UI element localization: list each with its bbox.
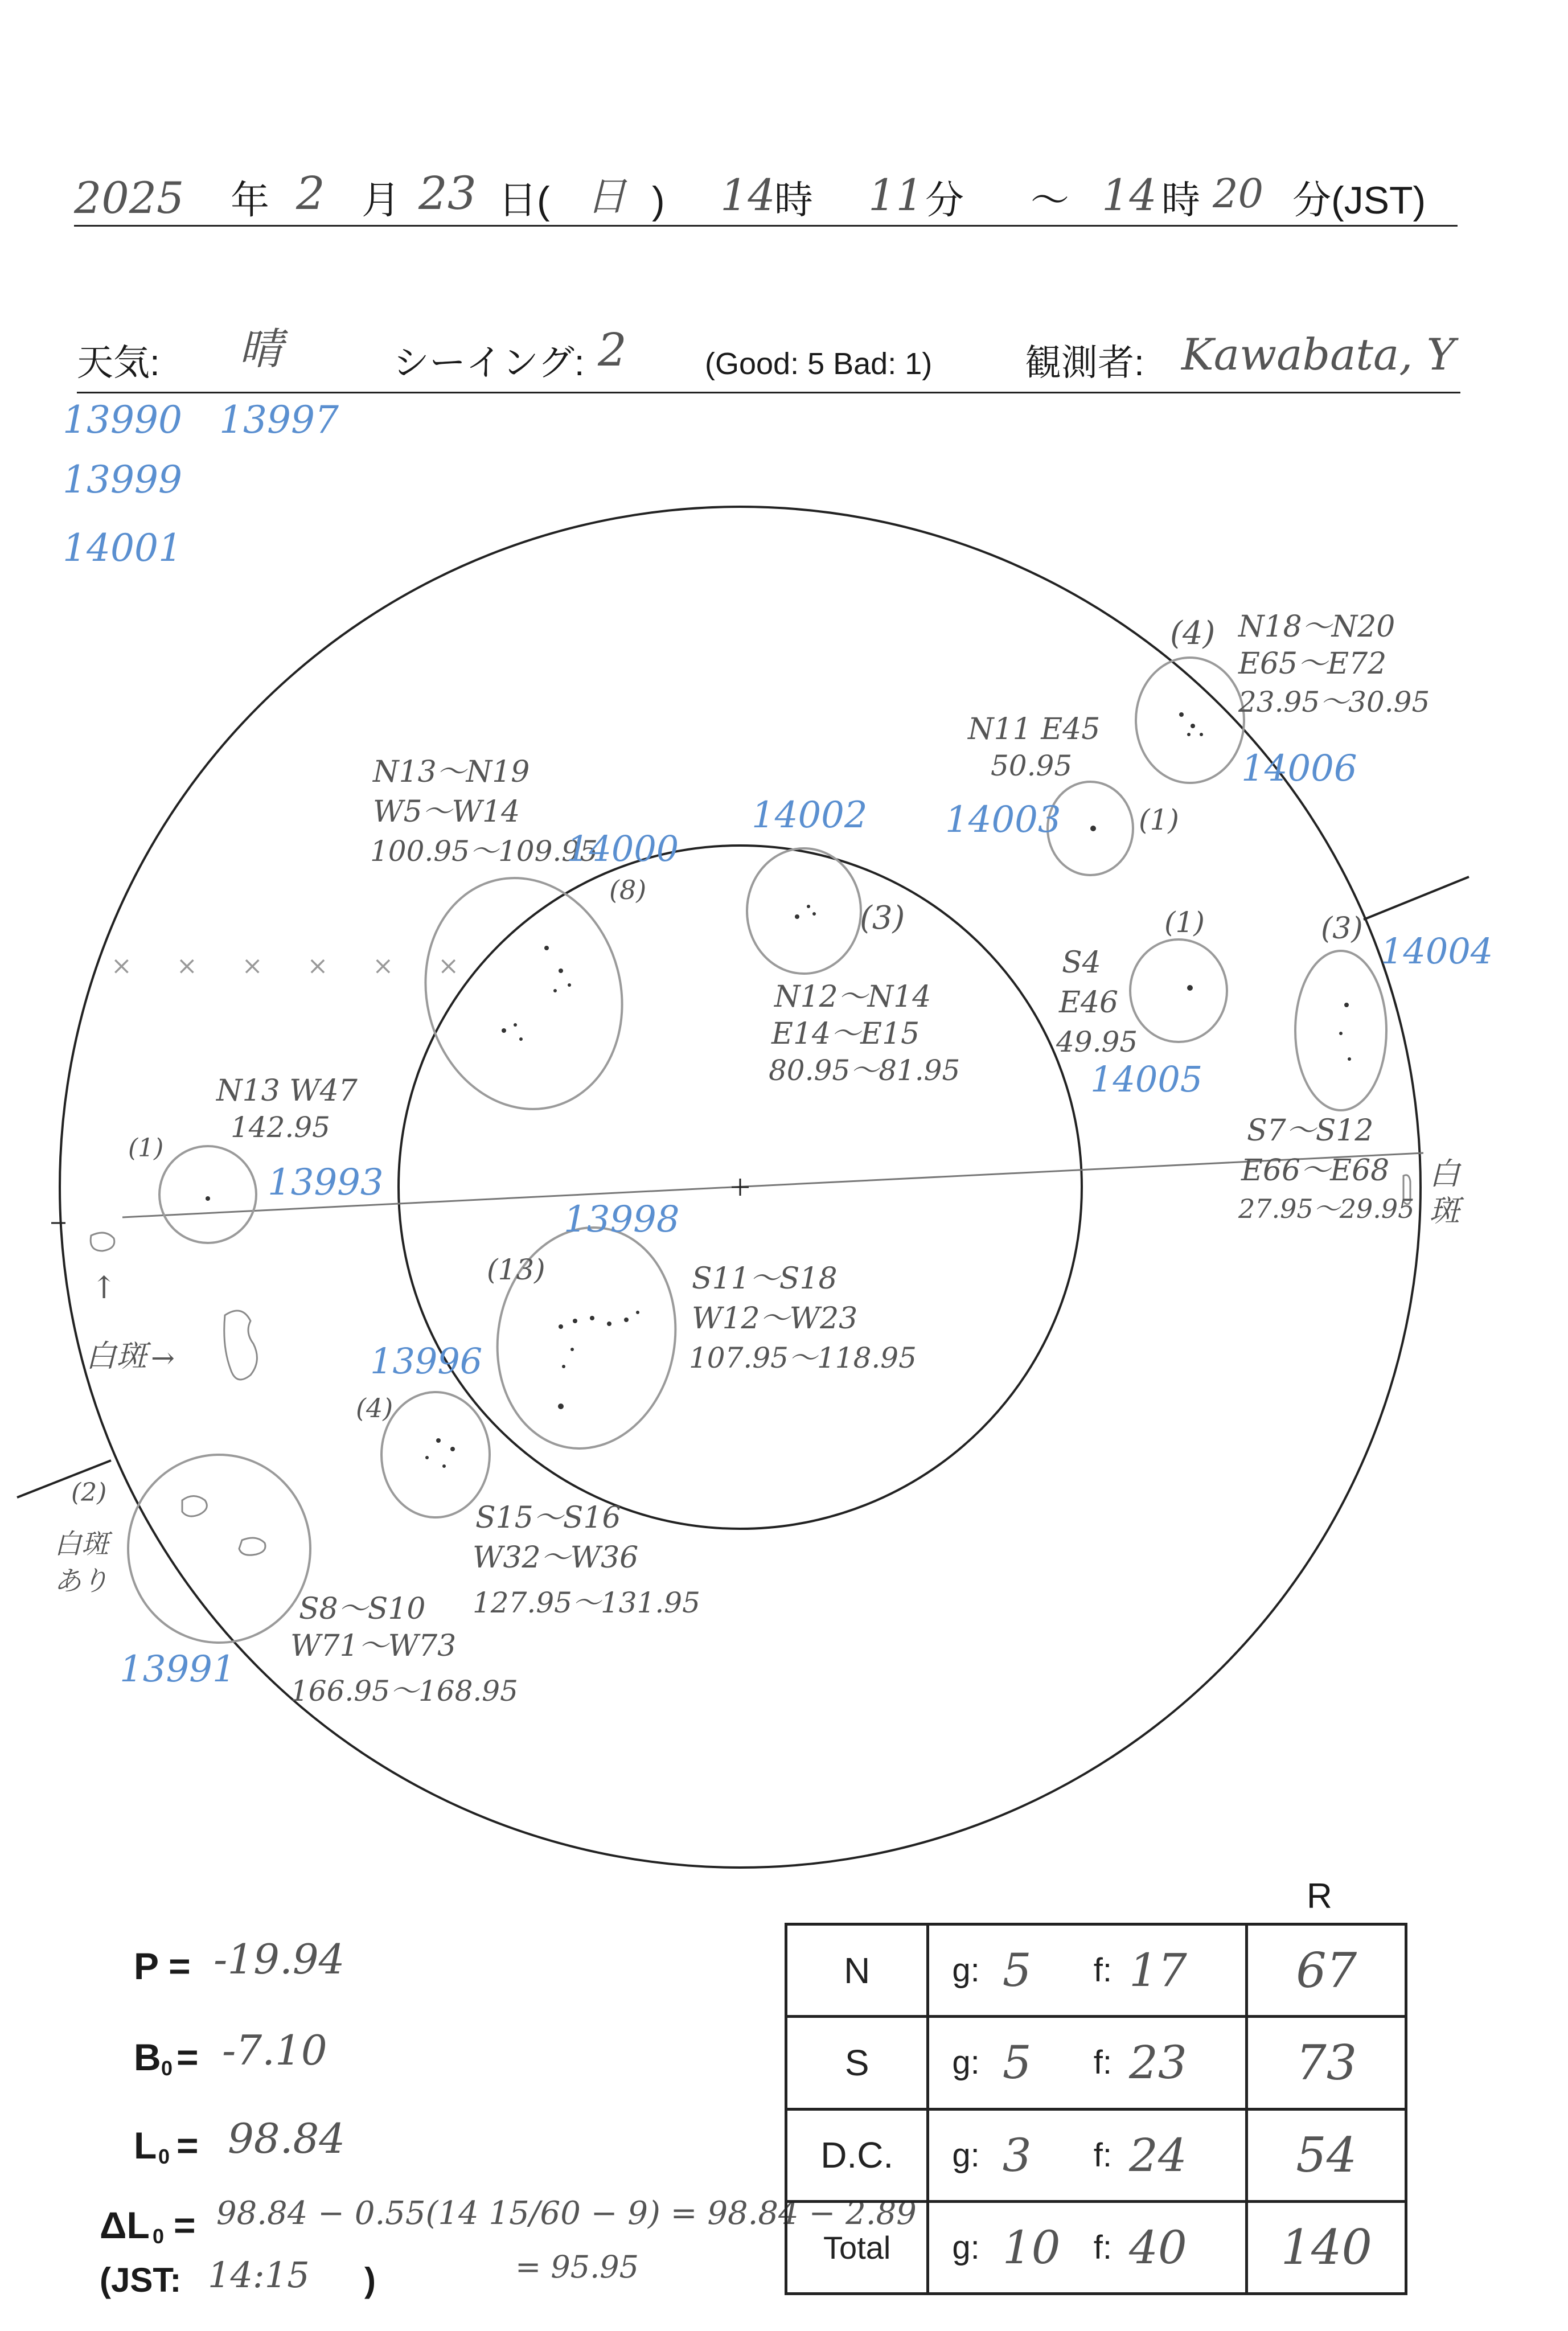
r-cell xyxy=(1247,2201,1406,2293)
region-number: 14006 xyxy=(1241,748,1357,790)
group-carrington-range: 107.95～118.95 xyxy=(689,1341,917,1374)
r-value: 140 xyxy=(1280,2219,1372,2276)
sunspot-group-outline-13991 xyxy=(128,1455,310,1643)
minute-label-1: 分 xyxy=(925,179,964,222)
p-angle-label: P = xyxy=(134,1945,191,1987)
axis-line-top-right xyxy=(1364,877,1469,920)
region-number: 14003 xyxy=(945,799,1061,841)
delta-l0-calculation: 98.84 − 0.55(14 15/60 − 9) = 98.84 − 2.89 xyxy=(216,2195,917,2232)
f-value: 17 xyxy=(1129,1944,1187,1997)
r-cell xyxy=(1247,2017,1406,2109)
r-column-header: R xyxy=(1307,1877,1332,1916)
p-angle-value: -19.94 xyxy=(214,1935,345,1983)
group-carrington-range: 80.95～81.95 xyxy=(769,1054,960,1087)
delta-l0-result: = 95.95 xyxy=(515,2249,639,2285)
end-hour: 14 xyxy=(1102,170,1157,220)
group-position: N11 E45 xyxy=(968,712,1101,746)
f-value: 40 xyxy=(1129,2221,1187,2274)
gf-cell xyxy=(928,1924,1247,2017)
group-latitude: S8～S10 xyxy=(299,1592,426,1626)
row-label: N xyxy=(786,1924,928,2017)
faculae-sketch-13991 xyxy=(182,1496,207,1517)
f-label: f: xyxy=(1093,2136,1113,2174)
gf-cell xyxy=(928,2201,1247,2293)
group-longitude: W5～W14 xyxy=(373,795,520,829)
sunspot-group-outline-14004 xyxy=(1295,951,1386,1110)
g-label: g: xyxy=(952,2229,980,2266)
group-latitude: S7～S12 xyxy=(1247,1114,1374,1148)
day-value: 23 xyxy=(418,167,477,220)
b0-label: B xyxy=(134,2036,161,2078)
region-number: 13991 xyxy=(120,1648,236,1690)
group-carrington-range: 166.95～168.95 xyxy=(290,1675,518,1708)
time-range-tilde: ～ xyxy=(1031,179,1070,222)
minute-label-2: 分(JST) xyxy=(1292,179,1426,222)
group-spot-count: (8) xyxy=(609,875,647,905)
hour-label-1: 時 xyxy=(774,179,814,222)
group-spot-count: (3) xyxy=(860,900,905,937)
row-label: D.C. xyxy=(786,2109,928,2201)
margin-region: 14001 xyxy=(63,526,182,570)
end-minute: 20 xyxy=(1213,170,1264,217)
l0-label: L xyxy=(134,2124,157,2166)
month-value: 2 xyxy=(296,167,325,220)
group-latitude: N18～N20 xyxy=(1238,610,1395,644)
r-value: 67 xyxy=(1296,1942,1357,1998)
weekday-value: 日 xyxy=(586,173,626,220)
region-number: 13996 xyxy=(370,1340,483,1382)
region-number: 14005 xyxy=(1090,1058,1203,1100)
group-spot-count: (13) xyxy=(487,1253,545,1286)
g-value: 3 xyxy=(1002,2128,1032,2182)
observer-signature: Kawabata, Y xyxy=(1181,329,1455,380)
group-carrington-range: 127.95～131.95 xyxy=(473,1586,700,1619)
group-longitude: W12～W23 xyxy=(692,1302,858,1336)
region-number: 13993 xyxy=(268,1162,384,1204)
g-value: 5 xyxy=(1002,1944,1032,1997)
margin-region: 13997 xyxy=(219,398,339,442)
group-spot-count: (1) xyxy=(1139,803,1179,836)
g-label: g: xyxy=(952,2136,980,2174)
group-longitude: E65～E72 xyxy=(1238,647,1387,681)
sunspot-group-outline-14005 xyxy=(1130,939,1227,1042)
r-value: 73 xyxy=(1296,2034,1357,2091)
group-carrington: 50.95 xyxy=(991,749,1073,782)
sunspot-count-table xyxy=(785,1923,1407,2295)
weather-label: 天気: xyxy=(77,342,160,383)
group-latitude: N12～N14 xyxy=(774,980,931,1014)
jst-label: (JST: xyxy=(100,2261,182,2299)
group-carrington-range: 100.95～109.95 xyxy=(370,835,598,868)
b0-subscript: 0 xyxy=(161,2057,173,2080)
group-position: N13 W47 xyxy=(216,1074,358,1108)
start-minute: 11 xyxy=(868,170,923,220)
region-number: 14004 xyxy=(1381,930,1493,972)
faculae-sketch-left-2 xyxy=(224,1311,257,1380)
table-row xyxy=(786,2109,1406,2201)
month-label: 月 xyxy=(362,179,401,222)
sunspot-group-outline-13996 xyxy=(381,1392,490,1517)
arrow-up: ↑ xyxy=(91,1270,117,1306)
f-value: 23 xyxy=(1129,2036,1187,2090)
jst-value: 14:15 xyxy=(208,2254,310,2296)
g-value: 5 xyxy=(1002,2036,1032,2090)
group-latitude: S4 xyxy=(1062,946,1101,980)
group-longitude: E14～E15 xyxy=(771,1017,920,1051)
faculae-label-right: 白斑 xyxy=(1429,1156,1460,1229)
b0-value: -7.10 xyxy=(222,2026,327,2074)
weather-value: 晴 xyxy=(239,323,282,374)
group-carrington: 142.95 xyxy=(231,1111,330,1144)
group-longitude: W71～W73 xyxy=(290,1629,457,1663)
region-number: 14002 xyxy=(752,794,868,836)
group-spot-count: (2) xyxy=(71,1478,107,1507)
group-spot-count: (1) xyxy=(1164,906,1205,939)
group-longitude: E66～E68 xyxy=(1241,1154,1390,1188)
crossed-out-marks: × × × × × × xyxy=(111,951,478,980)
faculae-present-note: 白斑あり xyxy=(54,1528,109,1597)
delta-l0-label: ΔL xyxy=(100,2204,150,2246)
group-latitude: S11～S18 xyxy=(692,1262,838,1296)
table-row xyxy=(786,2201,1406,2293)
gf-cell xyxy=(928,2109,1247,2201)
f-label: f: xyxy=(1093,2229,1113,2266)
sunspot-group-outline-14002 xyxy=(747,848,861,974)
r-cell xyxy=(1247,1924,1406,2017)
region-number: 14000 xyxy=(567,828,679,869)
seeing-scale-note: (Good: 5 Bad: 1) xyxy=(705,347,933,381)
b0-equals: = xyxy=(176,2036,199,2078)
group-latitude: S15～S16 xyxy=(475,1501,621,1535)
group-latitude: N13～N19 xyxy=(373,755,530,789)
weekday-close: ) xyxy=(652,179,665,222)
faculae-sketch-left-limb xyxy=(91,1233,114,1251)
region-number: 13998 xyxy=(564,1199,680,1241)
jst-close: ) xyxy=(364,2261,376,2299)
r-cell xyxy=(1247,2109,1406,2201)
gf-cell xyxy=(928,2017,1247,2109)
seeing-value: 2 xyxy=(598,323,627,376)
g-label: g: xyxy=(952,2044,980,2082)
sunspot-group-outline-13993 xyxy=(159,1146,256,1243)
group-spot-count: (4) xyxy=(1170,615,1216,652)
group-carrington: 49.95 xyxy=(1056,1025,1138,1058)
f-label: f: xyxy=(1093,2044,1113,2082)
delta-l0-subscript: 0 xyxy=(153,2225,165,2248)
year-label: 年 xyxy=(231,179,270,222)
group-longitude: W32～W36 xyxy=(473,1541,639,1575)
delta-l0-equals: = xyxy=(174,2204,196,2246)
row-label: S xyxy=(786,2017,928,2109)
group-spot-count: (3) xyxy=(1321,912,1363,946)
arrow-right: → xyxy=(151,1341,175,1374)
hour-label-2: 時 xyxy=(1161,179,1201,222)
day-label: 日( xyxy=(498,179,550,222)
r-value: 54 xyxy=(1296,2127,1357,2184)
group-longitude: E46 xyxy=(1059,986,1119,1020)
margin-region: 13999 xyxy=(63,458,182,502)
faculae-sketch-13991b xyxy=(239,1538,265,1555)
row-label: Total xyxy=(786,2201,928,2293)
seeing-label: シーイング: xyxy=(393,342,585,383)
faculae-label: 白斑 xyxy=(85,1338,147,1374)
start-hour: 14 xyxy=(720,170,775,220)
g-value: 10 xyxy=(1002,2221,1061,2274)
group-spot-count: (4) xyxy=(356,1393,393,1423)
margin-region: 13990 xyxy=(63,398,182,442)
l0-equals: = xyxy=(176,2124,199,2166)
l0-value: 98.84 xyxy=(228,2115,346,2162)
f-value: 24 xyxy=(1129,2128,1187,2182)
sunspot-group-outline-13998 xyxy=(480,1213,692,1463)
group-carrington-range: 23.95～30.95 xyxy=(1238,686,1430,719)
g-label: g: xyxy=(952,1952,980,1989)
f-label: f: xyxy=(1093,1952,1113,1989)
observer-label: 観測者: xyxy=(1025,342,1144,383)
group-carrington-range: 27.95～29.95 xyxy=(1238,1193,1415,1224)
group-spot-count: (1) xyxy=(128,1134,164,1163)
table-row xyxy=(786,1924,1406,2017)
year-value: 2025 xyxy=(74,173,184,223)
table-row xyxy=(786,2017,1406,2109)
l0-subscript: 0 xyxy=(158,2145,170,2168)
